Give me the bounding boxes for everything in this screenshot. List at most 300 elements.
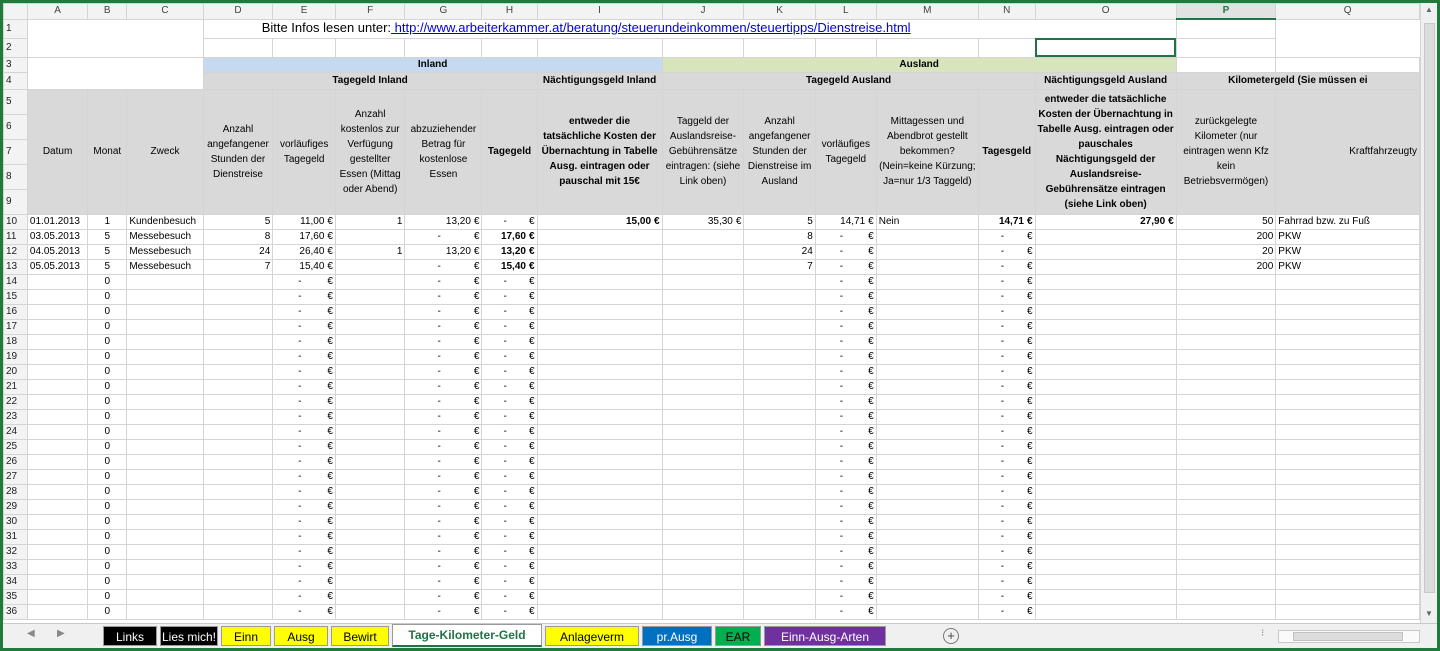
row-header[interactable]: 3: [4, 57, 28, 72]
cell-vorl-tagegeld-ausland[interactable]: [815, 289, 876, 304]
cell-monat[interactable]: 5: [88, 244, 127, 259]
cell-mittagessen[interactable]: [876, 409, 978, 424]
cell-tagesgeld[interactable]: [978, 394, 1035, 409]
cell-taggeld-ausland[interactable]: [662, 394, 744, 409]
cell-naechtigung-ausland[interactable]: [1035, 484, 1176, 499]
cell-stunden[interactable]: [203, 454, 273, 469]
add-sheet-icon[interactable]: +: [943, 628, 959, 644]
cell-naechtigung-ausland[interactable]: [1035, 589, 1176, 604]
cell-stunden[interactable]: [203, 544, 273, 559]
cell-zweck[interactable]: Messebesuch: [127, 229, 203, 244]
tagegeld-inland-header[interactable]: Tagegeld Inland: [203, 72, 537, 89]
cell-zweck[interactable]: [127, 469, 203, 484]
row-header[interactable]: 13: [4, 259, 28, 274]
cell-stunden-ausland[interactable]: [744, 454, 815, 469]
cell-datum[interactable]: [27, 304, 87, 319]
cell-stunden-ausland[interactable]: [744, 484, 815, 499]
cell-vorl-tagegeld-ausland[interactable]: [815, 349, 876, 364]
cell-tagegeld[interactable]: [482, 289, 537, 304]
cell-zweck[interactable]: [127, 589, 203, 604]
cell-naechtigung[interactable]: [537, 379, 662, 394]
cell-kfz-typ[interactable]: [1276, 604, 1420, 619]
row-header[interactable]: 16: [4, 304, 28, 319]
cell-stunden-ausland[interactable]: 24: [744, 244, 815, 259]
cell-taggeld-ausland[interactable]: [662, 439, 744, 454]
cell-naechtigung-ausland[interactable]: [1035, 409, 1176, 424]
cell-essen[interactable]: [335, 349, 404, 364]
cell-naechtigung[interactable]: [537, 529, 662, 544]
cell-essen[interactable]: [335, 379, 404, 394]
cell[interactable]: [203, 38, 273, 57]
cell-abzug[interactable]: [405, 214, 482, 229]
cell-vorl-tagegeld[interactable]: [273, 469, 336, 484]
cell-tagesgeld[interactable]: [978, 529, 1035, 544]
cell-stunden-ausland[interactable]: [744, 469, 815, 484]
row-header[interactable]: 8: [4, 164, 28, 189]
cell-monat[interactable]: 0: [88, 484, 127, 499]
cell-mittagessen[interactable]: [876, 439, 978, 454]
cell-mittagessen[interactable]: [876, 559, 978, 574]
cell[interactable]: [876, 38, 978, 57]
cell-taggeld-ausland[interactable]: [662, 544, 744, 559]
header-g[interactable]: abzuziehender Betrag für kostenlose Essen: [405, 89, 482, 214]
header-d[interactable]: Anzahl angefangener Stunden der Dienstreise: [203, 89, 273, 214]
cell-vorl-tagegeld[interactable]: [273, 364, 336, 379]
cell-monat[interactable]: 0: [88, 454, 127, 469]
cell-tagesgeld[interactable]: [978, 244, 1035, 259]
cell-stunden-ausland[interactable]: [744, 394, 815, 409]
cell-tagesgeld[interactable]: [978, 379, 1035, 394]
cell-tagegeld[interactable]: [482, 409, 537, 424]
cell-tagesgeld[interactable]: [978, 289, 1035, 304]
cell-mittagessen[interactable]: [876, 424, 978, 439]
row-header[interactable]: 6: [4, 114, 28, 139]
cell-abzug[interactable]: [405, 304, 482, 319]
cell-kilometer[interactable]: [1176, 409, 1276, 424]
cell-zweck[interactable]: [127, 289, 203, 304]
cell-kilometer[interactable]: [1176, 304, 1276, 319]
cell-taggeld-ausland[interactable]: [662, 244, 744, 259]
row-header[interactable]: 26: [4, 454, 28, 469]
cell-zweck[interactable]: [127, 334, 203, 349]
cell-vorl-tagegeld[interactable]: [273, 229, 336, 244]
cell-vorl-tagegeld[interactable]: [273, 259, 336, 274]
cell-kilometer[interactable]: [1176, 379, 1276, 394]
cell-stunden-ausland[interactable]: [744, 529, 815, 544]
cell-vorl-tagegeld[interactable]: [273, 349, 336, 364]
cell-datum[interactable]: [27, 484, 87, 499]
cell-datum[interactable]: [27, 529, 87, 544]
cell-zweck[interactable]: [127, 394, 203, 409]
cell-naechtigung[interactable]: [537, 499, 662, 514]
cell-kfz-typ[interactable]: [1276, 544, 1420, 559]
cell-monat[interactable]: 0: [88, 424, 127, 439]
header-o[interactable]: entweder die tatsächliche Kosten der Übernachtung in Tabelle Ausg. eintragen oder pauschales Nächtigungsgeld der Auslandsreise-Gebührensätze eintragen (siehe Link oben): [1035, 89, 1176, 214]
cell-stunden[interactable]: [203, 499, 273, 514]
cell-zweck[interactable]: [127, 544, 203, 559]
cell-vorl-tagegeld[interactable]: [273, 319, 336, 334]
cell-datum[interactable]: [27, 454, 87, 469]
cell-abzug[interactable]: [405, 349, 482, 364]
cell-stunden-ausland[interactable]: [744, 544, 815, 559]
cell-stunden[interactable]: [203, 574, 273, 589]
cell-mittagessen[interactable]: [876, 499, 978, 514]
cell-tagegeld[interactable]: [482, 529, 537, 544]
row-header[interactable]: 17: [4, 319, 28, 334]
scroll-up-icon[interactable]: ▲: [1425, 5, 1433, 14]
column-header-h[interactable]: H: [482, 4, 537, 20]
column-header-l[interactable]: L: [815, 4, 876, 20]
cell-kilometer[interactable]: [1176, 499, 1276, 514]
cell-essen[interactable]: [335, 529, 404, 544]
cell-stunden-ausland[interactable]: 8: [744, 229, 815, 244]
cell-kfz-typ[interactable]: [1276, 484, 1420, 499]
row-header[interactable]: 29: [4, 499, 28, 514]
cell-naechtigung[interactable]: [537, 484, 662, 499]
cell-taggeld-ausland[interactable]: [662, 559, 744, 574]
cell-stunden-ausland[interactable]: [744, 349, 815, 364]
cell-monat[interactable]: 0: [88, 514, 127, 529]
cell-vorl-tagegeld-ausland[interactable]: [815, 484, 876, 499]
cell-tagegeld[interactable]: [482, 319, 537, 334]
cell-monat[interactable]: 5: [88, 259, 127, 274]
cell-mittagessen[interactable]: [876, 364, 978, 379]
cell-naechtigung-ausland[interactable]: [1035, 499, 1176, 514]
tab-scroll-right-icon[interactable]: ▶: [57, 628, 65, 639]
cell-vorl-tagegeld-ausland[interactable]: [815, 604, 876, 619]
cell-taggeld-ausland[interactable]: [662, 484, 744, 499]
cell-monat[interactable]: 0: [88, 289, 127, 304]
cell-tagesgeld[interactable]: [978, 484, 1035, 499]
cell-stunden[interactable]: [203, 394, 273, 409]
cell-naechtigung-ausland[interactable]: [1035, 304, 1176, 319]
cell-vorl-tagegeld[interactable]: [273, 439, 336, 454]
cell-naechtigung-ausland[interactable]: [1035, 259, 1176, 274]
cell-naechtigung[interactable]: [537, 304, 662, 319]
cell-tagegeld[interactable]: [482, 514, 537, 529]
cell-kilometer[interactable]: [1176, 514, 1276, 529]
cell-taggeld-ausland[interactable]: [662, 379, 744, 394]
cell-datum[interactable]: [27, 409, 87, 424]
cell-zweck[interactable]: [127, 439, 203, 454]
cell-datum[interactable]: 01.01.2013: [27, 214, 87, 229]
sheet-tab-einn-ausg-arten[interactable]: Einn-Ausg-Arten: [764, 626, 886, 646]
cell-taggeld-ausland[interactable]: [662, 214, 744, 229]
column-header-g[interactable]: G: [405, 4, 482, 20]
header-m[interactable]: Mittagessen und Abendbrot gestellt bekommen? (Nein=keine Kürzung; Ja=nur 1/3 Taggeld): [876, 89, 978, 214]
cell-datum[interactable]: [27, 604, 87, 619]
row-header[interactable]: 9: [4, 189, 28, 214]
header-monat[interactable]: Monat: [88, 89, 127, 214]
column-header-a[interactable]: A: [27, 4, 87, 20]
cell-mittagessen[interactable]: [876, 589, 978, 604]
cell-kfz-typ[interactable]: [1276, 469, 1420, 484]
cell-mittagessen[interactable]: [876, 469, 978, 484]
cell-vorl-tagegeld[interactable]: [273, 589, 336, 604]
cell-tagesgeld[interactable]: [978, 229, 1035, 244]
cell-tagesgeld[interactable]: [978, 364, 1035, 379]
cell-kilometer[interactable]: [1176, 394, 1276, 409]
info-link[interactable]: http://www.arbeiterkammer.at/beratung/steuerundeinkommen/steuertipps/Dienstreise.html: [391, 19, 911, 35]
cell-kilometer[interactable]: [1176, 274, 1276, 289]
cell-naechtigung-ausland[interactable]: [1035, 229, 1176, 244]
cell-essen[interactable]: [335, 469, 404, 484]
cell-essen[interactable]: [335, 514, 404, 529]
cell-taggeld-ausland[interactable]: [662, 304, 744, 319]
cell-stunden-ausland[interactable]: [744, 604, 815, 619]
cell-monat[interactable]: 0: [88, 559, 127, 574]
cell-zweck[interactable]: [127, 274, 203, 289]
cell-kilometer[interactable]: [1176, 349, 1276, 364]
cell-abzug[interactable]: [405, 409, 482, 424]
cell-abzug[interactable]: [405, 424, 482, 439]
cell-taggeld-ausland[interactable]: [662, 529, 744, 544]
cell-q1[interactable]: [1176, 19, 1276, 38]
cell-essen[interactable]: [335, 229, 404, 244]
cell-tagesgeld[interactable]: [978, 424, 1035, 439]
cell-stunden[interactable]: [203, 274, 273, 289]
cell-naechtigung-ausland[interactable]: [1035, 394, 1176, 409]
cell-abzug[interactable]: [405, 559, 482, 574]
row-header[interactable]: 5: [4, 89, 28, 114]
cell-vorl-tagegeld-ausland[interactable]: [815, 424, 876, 439]
cell-taggeld-ausland[interactable]: [662, 499, 744, 514]
cell-vorl-tagegeld-ausland[interactable]: [815, 514, 876, 529]
cell-vorl-tagegeld[interactable]: [273, 394, 336, 409]
cell-taggeld-ausland[interactable]: [662, 319, 744, 334]
cell-naechtigung[interactable]: [537, 439, 662, 454]
cell-tagegeld[interactable]: [482, 559, 537, 574]
cell-datum[interactable]: [27, 544, 87, 559]
cell-naechtigung-ausland[interactable]: [1035, 514, 1176, 529]
cell-kfz-typ[interactable]: [1276, 409, 1420, 424]
column-header-p[interactable]: P: [1176, 4, 1276, 20]
cell-essen[interactable]: [335, 439, 404, 454]
naechtigung-inland-header[interactable]: Nächtigungsgeld Inland: [537, 72, 662, 89]
column-header-m[interactable]: M: [876, 4, 978, 20]
row-header[interactable]: 31: [4, 529, 28, 544]
cell-tagegeld[interactable]: [482, 244, 537, 259]
cell-kfz-typ[interactable]: [1276, 574, 1420, 589]
cell-essen[interactable]: 1: [335, 214, 404, 229]
cell-zweck[interactable]: [127, 349, 203, 364]
cell-naechtigung[interactable]: [537, 559, 662, 574]
cell-vorl-tagegeld-ausland[interactable]: [815, 274, 876, 289]
cell-mittagessen[interactable]: [876, 544, 978, 559]
cell-kilometer[interactable]: 200: [1176, 229, 1276, 244]
cell-datum[interactable]: [27, 514, 87, 529]
naechtigung-ausland-header[interactable]: Nächtigungsgeld Ausland: [1035, 72, 1176, 89]
cell-abzug[interactable]: [405, 229, 482, 244]
column-header-n[interactable]: N: [978, 4, 1035, 20]
cell-essen[interactable]: [335, 604, 404, 619]
cell-kilometer[interactable]: [1176, 589, 1276, 604]
cell-abzug[interactable]: [405, 379, 482, 394]
cell-abzug[interactable]: [405, 319, 482, 334]
more-options-icon[interactable]: ⁝: [1261, 628, 1265, 639]
cell-taggeld-ausland[interactable]: [662, 259, 744, 274]
cell-naechtigung-ausland[interactable]: [1035, 469, 1176, 484]
cell-kfz-typ[interactable]: [1276, 304, 1420, 319]
cell-vorl-tagegeld[interactable]: [273, 244, 336, 259]
cell-mittagessen[interactable]: [876, 229, 978, 244]
cell-tagegeld[interactable]: [482, 394, 537, 409]
cell-abzug[interactable]: [405, 244, 482, 259]
ausland-header[interactable]: Ausland: [662, 57, 1176, 72]
header-p[interactable]: zurückgelegte Kilometer (nur eintragen wenn Kfz kein Betriebsvermögen): [1176, 89, 1276, 214]
cell-zweck[interactable]: [127, 604, 203, 619]
cell-stunden[interactable]: [203, 334, 273, 349]
cell-tagegeld[interactable]: [482, 544, 537, 559]
cell-stunden-ausland[interactable]: [744, 499, 815, 514]
cell-tagegeld[interactable]: [482, 214, 537, 229]
cell-vorl-tagegeld[interactable]: [273, 574, 336, 589]
cell-abzug[interactable]: [405, 394, 482, 409]
cell-monat[interactable]: 5: [88, 229, 127, 244]
cell-essen[interactable]: [335, 259, 404, 274]
row-header[interactable]: 34: [4, 574, 28, 589]
cell-naechtigung[interactable]: [537, 274, 662, 289]
cell-tagesgeld[interactable]: [978, 514, 1035, 529]
row-header[interactable]: 15: [4, 289, 28, 304]
cell-taggeld-ausland[interactable]: [662, 274, 744, 289]
cell-kfz-typ[interactable]: [1276, 514, 1420, 529]
cell-zweck[interactable]: [127, 409, 203, 424]
cell-tagegeld[interactable]: [482, 604, 537, 619]
cell-vorl-tagegeld-ausland[interactable]: [815, 304, 876, 319]
inland-header[interactable]: Inland: [203, 57, 662, 72]
cell-stunden[interactable]: [203, 559, 273, 574]
cell[interactable]: [744, 38, 815, 57]
cell-monat[interactable]: 0: [88, 334, 127, 349]
cell-kfz-typ[interactable]: [1276, 394, 1420, 409]
cell-vorl-tagegeld-ausland[interactable]: [815, 394, 876, 409]
sheet-tab-pr-ausg[interactable]: pr.Ausg: [642, 626, 712, 646]
cell-mittagessen[interactable]: [876, 289, 978, 304]
cell-naechtigung[interactable]: [537, 244, 662, 259]
cell-abzug[interactable]: [405, 484, 482, 499]
cell-vorl-tagegeld[interactable]: [273, 544, 336, 559]
cell-tagesgeld[interactable]: [978, 589, 1035, 604]
cell[interactable]: [662, 38, 744, 57]
cell-tagesgeld[interactable]: [978, 544, 1035, 559]
sheet-tab-ear[interactable]: EAR: [715, 626, 761, 646]
cell-taggeld-ausland[interactable]: [662, 469, 744, 484]
cell-stunden[interactable]: [203, 469, 273, 484]
cell-vorl-tagegeld[interactable]: [273, 304, 336, 319]
cell-datum[interactable]: 04.05.2013: [27, 244, 87, 259]
merged-blank-a3[interactable]: [27, 57, 203, 89]
kilometergeld-header[interactable]: Kilometergeld (Sie müssen ei: [1176, 72, 1419, 89]
cell-zweck[interactable]: [127, 304, 203, 319]
column-header-c[interactable]: C: [127, 4, 203, 20]
cell-datum[interactable]: [27, 559, 87, 574]
cell-mittagessen[interactable]: [876, 514, 978, 529]
cell-zweck[interactable]: [127, 319, 203, 334]
cell[interactable]: [405, 38, 482, 57]
sheet-tab-bewirt[interactable]: Bewirt: [331, 626, 389, 646]
cell-datum[interactable]: [27, 364, 87, 379]
cell-zweck[interactable]: Messebesuch: [127, 244, 203, 259]
cell-mittagessen[interactable]: [876, 394, 978, 409]
cell-essen[interactable]: [335, 499, 404, 514]
cell-mittagessen[interactable]: [876, 604, 978, 619]
row-header[interactable]: 36: [4, 604, 28, 619]
cell-abzug[interactable]: [405, 259, 482, 274]
sheet-tab-ausg[interactable]: Ausg: [274, 626, 328, 646]
cell-tagegeld[interactable]: [482, 499, 537, 514]
cell-stunden-ausland[interactable]: [744, 409, 815, 424]
cell-tagegeld[interactable]: [482, 379, 537, 394]
cell-stunden[interactable]: 7: [203, 259, 273, 274]
cell-stunden[interactable]: 24: [203, 244, 273, 259]
cell-tagesgeld[interactable]: [978, 214, 1035, 229]
cell-essen[interactable]: [335, 319, 404, 334]
cell-vorl-tagegeld-ausland[interactable]: [815, 214, 876, 229]
cell-naechtigung-ausland[interactable]: [1035, 274, 1176, 289]
cell-monat[interactable]: 0: [88, 574, 127, 589]
worksheet-grid[interactable]: [3, 3, 1420, 623]
cell-stunden-ausland[interactable]: [744, 379, 815, 394]
cell-tagesgeld[interactable]: [978, 439, 1035, 454]
header-l[interactable]: vorläufiges Tagegeld: [815, 89, 876, 214]
cell-abzug[interactable]: [405, 499, 482, 514]
tagegeld-ausland-header[interactable]: Tagegeld Ausland: [662, 72, 1035, 89]
cell-mittagessen[interactable]: [876, 349, 978, 364]
horizontal-scrollbar[interactable]: [1278, 630, 1420, 643]
cell-stunden-ausland[interactable]: 5: [744, 214, 815, 229]
row-header[interactable]: 27: [4, 469, 28, 484]
cell-stunden[interactable]: [203, 304, 273, 319]
cell-mittagessen[interactable]: Nein: [876, 214, 978, 229]
cell-kilometer[interactable]: [1176, 529, 1276, 544]
cell-kilometer[interactable]: [1176, 319, 1276, 334]
cell-vorl-tagegeld[interactable]: [273, 424, 336, 439]
cell-datum[interactable]: [27, 574, 87, 589]
cell-abzug[interactable]: [405, 574, 482, 589]
cell-vorl-tagegeld-ausland[interactable]: [815, 229, 876, 244]
cell-vorl-tagegeld[interactable]: [273, 499, 336, 514]
cell-stunden[interactable]: [203, 529, 273, 544]
cell-stunden[interactable]: [203, 379, 273, 394]
cell-taggeld-ausland[interactable]: [662, 454, 744, 469]
cell-tagesgeld[interactable]: [978, 349, 1035, 364]
cell-kfz-typ[interactable]: [1276, 499, 1420, 514]
cell-naechtigung[interactable]: [537, 289, 662, 304]
cell-essen[interactable]: [335, 394, 404, 409]
cell-kilometer[interactable]: [1176, 439, 1276, 454]
cell-kilometer[interactable]: [1176, 484, 1276, 499]
cell-monat[interactable]: 0: [88, 499, 127, 514]
cell-monat[interactable]: 0: [88, 589, 127, 604]
cell-vorl-tagegeld[interactable]: [273, 454, 336, 469]
cell-stunden-ausland[interactable]: [744, 364, 815, 379]
cell-abzug[interactable]: [405, 514, 482, 529]
column-header-j[interactable]: J: [662, 4, 744, 20]
cell-taggeld-ausland[interactable]: [662, 334, 744, 349]
cell-taggeld-ausland[interactable]: [662, 364, 744, 379]
header-h[interactable]: Tagegeld: [482, 89, 537, 214]
cell-naechtigung[interactable]: [537, 454, 662, 469]
cell-datum[interactable]: [27, 349, 87, 364]
cell-vorl-tagegeld-ausland[interactable]: [815, 334, 876, 349]
cell-vorl-tagegeld[interactable]: [273, 529, 336, 544]
cell-abzug[interactable]: [405, 364, 482, 379]
cell-monat[interactable]: 0: [88, 394, 127, 409]
cell-mittagessen[interactable]: [876, 379, 978, 394]
cell-essen[interactable]: [335, 484, 404, 499]
cell-stunden[interactable]: 5: [203, 214, 273, 229]
